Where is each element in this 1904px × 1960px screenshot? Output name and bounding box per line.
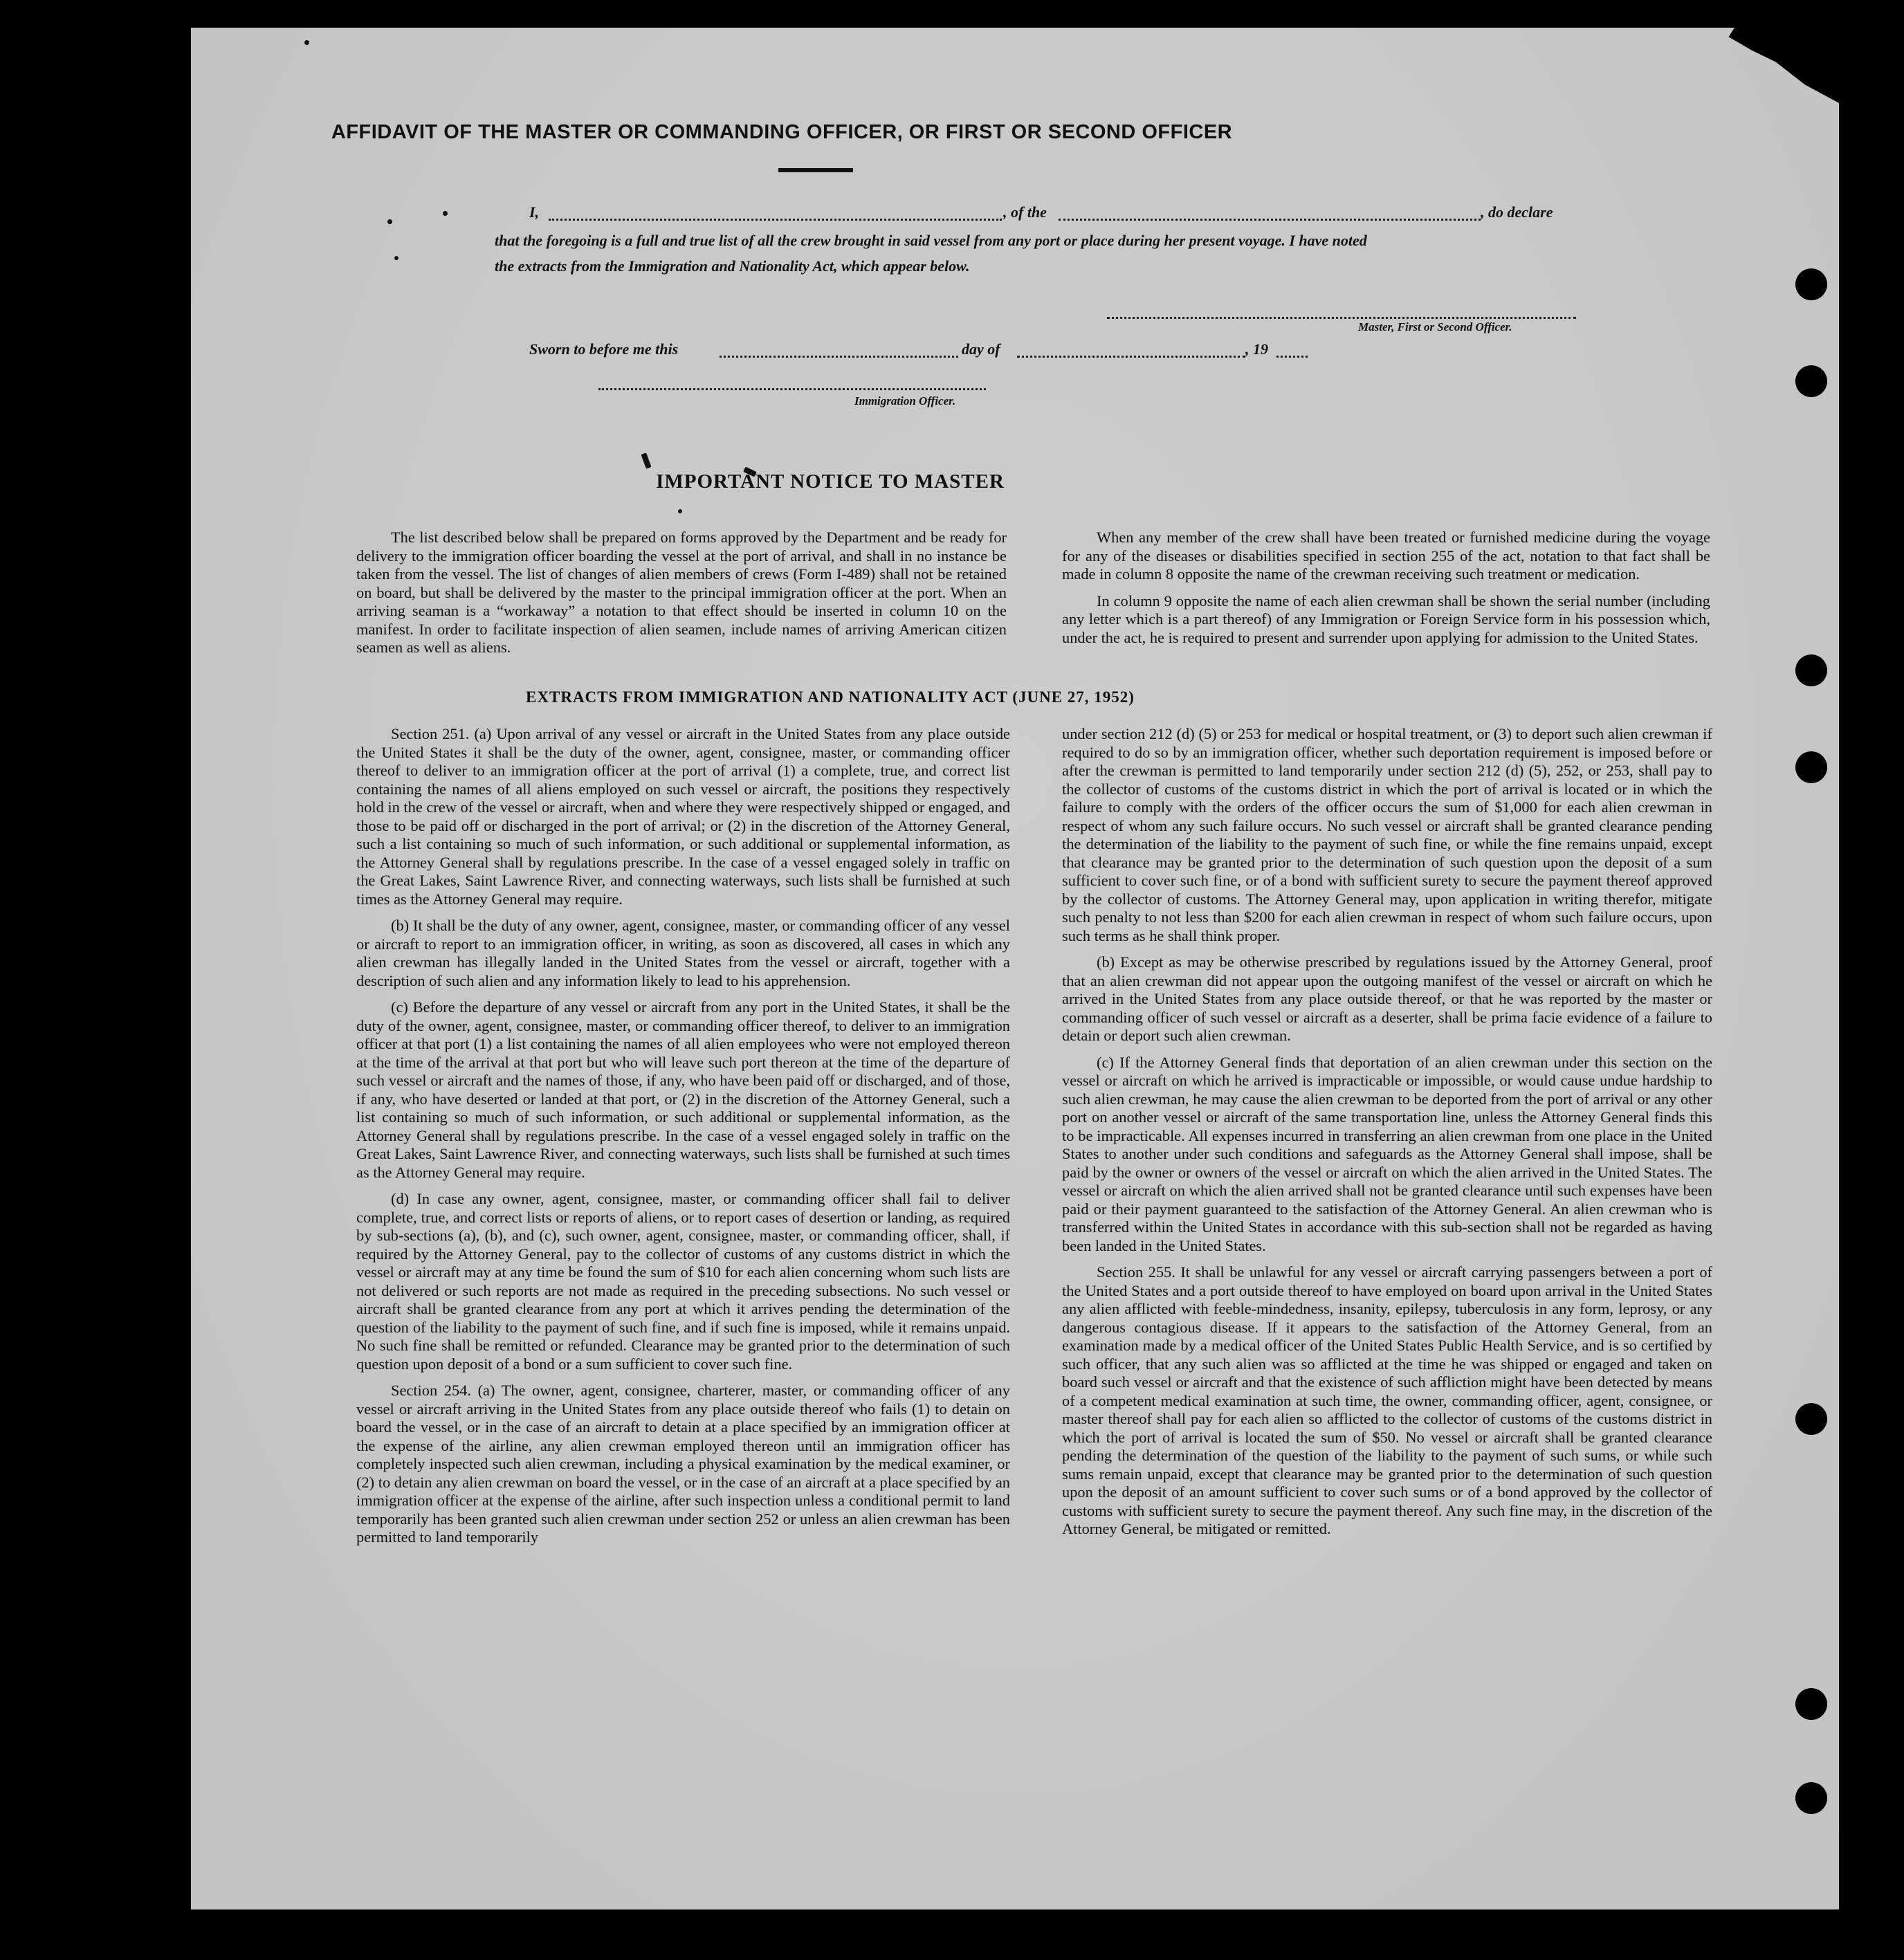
statute-paragraph: (c) Before the departure of any vessel or aircraft from any port in the United States, it shall be the duty of the owner, agent, consignee, master, or commanding officer thereof, to deliver to an immigration officer at that port (1) a list containing the names of all alien employees who were not employed thereon at the time of the arrival at that port but who will leave such port thereon at the time of the departure of such vessel or aircraft and the names of those, if any, who have been paid off or discharged, and of those, if any, who have deserted or landed at that port, or (2) in the discretion of the Attorney General, such a list containing so much of such information, or such additional or supplemental information, as the Attorney General shall by regulations prescribe. In the case of a vessel engaged solely in traffic on the Great Lakes, Saint Lawrence River, and connecting waterways, such lists shall be furnished at such times as the Attorney General may require.: [356, 998, 1010, 1181]
declarant-name-field[interactable]: [549, 219, 1002, 221]
notice-left-column: [356, 529, 1007, 657]
statute-paragraph: Section 251. (a) Upon arrival of any vessel or aircraft in the United States from any place outside the United States it shall be the duty of the owner, agent, consignee, master, or commanding officer thereof to deliver to an immigration officer at the port of arrival (1) a complete, true, and correct list containing the names of all aliens employed on such vessel or aircraft, the positions they respectively hold in the crew of the vessel or aircraft, when and where they were respectively shipped or engaged, and those to be paid off or discharged in the port of arrival; or (2) in the discretion of the Attorney General, such a list containing so much of such information, or such additional or supplemental information, as the Attorney General shall by regulations prescribe. In the case of a vessel engaged solely in traffic on the Great Lakes, Saint Lawrence River, and connecting waterways, such lists shall be furnished at such times as the Attorney General may require.: [356, 725, 1011, 908]
statute-paragraph: (b) It shall be the duty of any owner, agent, consignee, master, or commanding officer of any vessel or aircraft to report to an immigration officer, in writing, as soon as discovered, all cases in which any alien crewman has illegally landed in the United States from the vessel or aircraft, together with a description of such alien and any information likely to lead to his apprehension.: [356, 917, 1010, 989]
ink-speck: [387, 219, 392, 224]
punch-hole: [1795, 365, 1827, 397]
master-signature-label: Master, First or Second Officer.: [1358, 320, 1512, 333]
extracts-right-column: [1062, 725, 1712, 1539]
sworn-month-field[interactable]: [1017, 356, 1245, 358]
sworn-year-field[interactable]: [1276, 356, 1308, 358]
affidavit-statement-line-2: the extracts from the Immigration and Nationality Act, which appear below.: [495, 257, 970, 275]
extracts-left-column: [356, 725, 1010, 1547]
immigration-officer-signature-field[interactable]: [598, 388, 986, 390]
sworn-label: Sworn to before me this: [529, 340, 679, 358]
vessel-name-field[interactable]: [1059, 219, 1481, 221]
ink-speck: [304, 40, 309, 45]
notice-paragraph: In column 9 opposite the name of each alien crewman shall be shown the serial number (including any letter which is a part thereof) of any Immigration or Foreign Service form in his possession which, under the act, he is required to present and surrender upon applying for admission to the United States.: [1062, 592, 1710, 646]
notice-right-column: [1062, 529, 1710, 647]
officer-signature-label: Immigration Officer.: [854, 394, 956, 407]
affidavit-statement-line-1: that the foregoing is a full and true list of all the crew brought in said vessel from any port or place during her present voyage. I have noted: [495, 232, 1367, 249]
statute-paragraph: under section 212 (d) (5) or 253 for medical or hospital treatment, or (3) to deport such alien crewman if required to do so by an immigration officer, whether such deportation requirement is imposed before or after the crewman is permitted to land temporarily under section 212 (d) (5), 252, or 253, shall pay to the collector of customs of the customs district in which the port of arrival is located or in which the failure to comply with the orders of the officer occurs the sum of $1,000 for each alien crewman in respect of whom any such failure occurs. No such vessel or aircraft shall be granted clearance pending the determination of the liability to the payment of such fine, or while the fine remains unpaid, except that clearance may be granted prior to the determination of such question upon the deposit of a sum sufficient to cover such fine, or of a bond with sufficient surety to secure the payment thereof approved by the collector of customs. The Attorney General may, upon application in writing therefor, mitigate such penalty to not less than $200 for each alien crewman in respect of whom such failure occurs, upon such terms as he shall think proper.: [1062, 725, 1712, 944]
day-of-label: day of: [962, 340, 1000, 358]
master-signature-field[interactable]: [1107, 317, 1576, 319]
title-rule: [778, 168, 853, 172]
notice-paragraph: The list described below shall be prepared on forms approved by the Department and be ready for delivery to the immigration officer boarding the vessel at the port of arrival, and shall in no instance be taken from the vessel. The list of changes of alien members of crews (Form I-489) shall not be retained on board, but shall be delivered by the master to the principal immigration officer at the port. When an arriving seaman is a “workaway” a notation to that effect should be inserted in column 10 on the manifest. In order to facilitate inspection of alien seamen, include names of arriving American citizen seamen as well as aliens.: [356, 529, 1007, 656]
of-the-label: , of the: [1003, 203, 1047, 221]
statute-paragraph: (c) If the Attorney General finds that deportation of an alien crewman under this section on the vessel or aircraft on which he arrived is impracticable or impossible, or would cause undue hardship to such alien crewman, he may cause the alien crewman to be deported from the port of arrival or any other port on another vessel or aircraft of the same transportation line, unless the Attorney General finds this to be impracticable. All expenses incurred in transferring an alien crewman from one place in the United States to another under such conditions and safeguards as the Attorney General shall impose, shall be paid by the owner or owners of the vessel or aircraft on which the alien arrived in the United States. The vessel or aircraft on which the alien arrived shall not be granted clearance until such expenses have been paid or their payment guaranteed to the satisfaction of the Attorney General. An alien crewman who is transferred within the United States in accordance with this sub-section shall not be regarded as having been landed in the United States.: [1062, 1053, 1712, 1254]
punch-hole: [1795, 654, 1827, 686]
statute-paragraph: Section 254. (a) The owner, agent, consignee, charterer, master, or commanding officer of any vessel or aircraft arriving in the United States from any place outside thereof who fails (1) to detain on board the vessel, or in the case of an aircraft to detain at a place specified by an immigration officer at the expense of the airline, any alien crewman employed thereon until an immigration officer has completely inspected such alien crewman, including a physical examination by the medical examiner, or (2) to detain any alien crewman on board the vessel, or in the case of an aircraft at a place specified by an immigration officer at the expense of the airline, after such inspection unless a conditional permit to land temporarily has been granted such alien crewman under section 252 or unless an alien crewman has been permitted to land temporarily: [356, 1382, 1010, 1546]
punch-hole: [1795, 268, 1827, 300]
statute-paragraph: Section 255. It shall be unlawful for any vessel or aircraft carrying passengers between a port of the United States and a port outside thereof to have employed on board upon arrival in the United States any alien afflicted with feeble-mindedness, insanity, epilepsy, tuberculosis in any form, leprosy, or any dangerous contagious disease. If it appears to the satisfaction of the Attorney General, from an examination made by a medical officer of the United States Public Health Service, and is so certified by such officer, that any such alien was so afflicted at the time he was shipped or engaged and taken on board such vessel or aircraft and that the existence of such affliction might have been detected by means of a competent medical examination at such time, the owner, commanding officer, agent, consignee, or master thereof shall pay for each alien so afflicted to the collector of customs of the customs district in which the port of arrival is located the sum of $50. No vessel or aircraft shall be granted clearance pending the determination of the question of the liability to the payment of such sums, or while such sums remain unpaid, except that clearance may be granted prior to the determination of such question upon the deposit of an amount sufficient to cover such sums or of a bond approved by the collector of customs with sufficient surety to secure the payment thereof. Any such fine may, in the discretion of the Attorney General, be mitigated or remitted.: [1062, 1263, 1712, 1537]
sworn-day-field[interactable]: [720, 356, 958, 358]
extracts-title: EXTRACTS FROM IMMIGRATION AND NATIONALITY ACT (JUNE 27, 1952): [526, 688, 1135, 706]
punch-hole: [1795, 1782, 1827, 1814]
statute-paragraph: (d) In case any owner, agent, consignee, master, or commanding officer shall fail to deliver complete, true, and correct lists or reports of aliens, or to report cases of desertion or landing, as required by sub-sections (a), (b), and (c), such owner, agent, consignee, master, or commanding officer, shall, if required by the Attorney General, pay to the collector of customs of any customs district in which the vessel or aircraft may at any time be found the sum of $10 for each alien concerning whom such lists are not delivered or such reports are not made as required in the preceding subsections. No such vessel or aircraft shall be granted clearance from any port at which it arrives pending the determination of the question of the liability to the payment of such fine, and if such fine is imposed, while it remains unpaid. No such fine shall be remitted or refunded. Clearance may be granted prior to the determination of such question upon deposit of a bond or a sum sufficient to cover such fine.: [356, 1190, 1010, 1373]
ink-speck: [678, 509, 682, 513]
ink-speck: [443, 211, 448, 216]
punch-hole: [1795, 1688, 1827, 1720]
punch-hole: [1795, 1403, 1827, 1435]
ink-speck: [394, 256, 399, 260]
statute-paragraph: (b) Except as may be otherwise prescribed by regulations issued by the Attorney General, proof that an alien crewman did not appear upon the outgoing manifest of the vessel or aircraft on which he arrived in the United States from any place outside thereof, or that he was reported by the master or commanding officer of such vessel or aircraft as a deserter, shall be prima facie evidence of a failure to detain or deport such alien crewman.: [1062, 953, 1712, 1044]
declarant-label: I,: [529, 203, 540, 221]
punch-hole: [1795, 751, 1827, 783]
notice-paragraph: When any member of the crew shall have been treated or furnished medicine during the voyage for any of the diseases or disabilities specified in section 255 of the act, notation to that fact shall be made in column 8 opposite the name of the crewman receiving such treatment or medication.: [1062, 529, 1710, 583]
declare-label: , do declare: [1481, 203, 1553, 221]
affidavit-title: AFFIDAVIT OF THE MASTER OR COMMANDING OFFICER, OR FIRST OR SECOND OFFICER: [331, 121, 1233, 143]
notice-title: IMPORTANT NOTICE TO MASTER: [656, 470, 1005, 493]
year-label: , 19: [1245, 340, 1268, 358]
